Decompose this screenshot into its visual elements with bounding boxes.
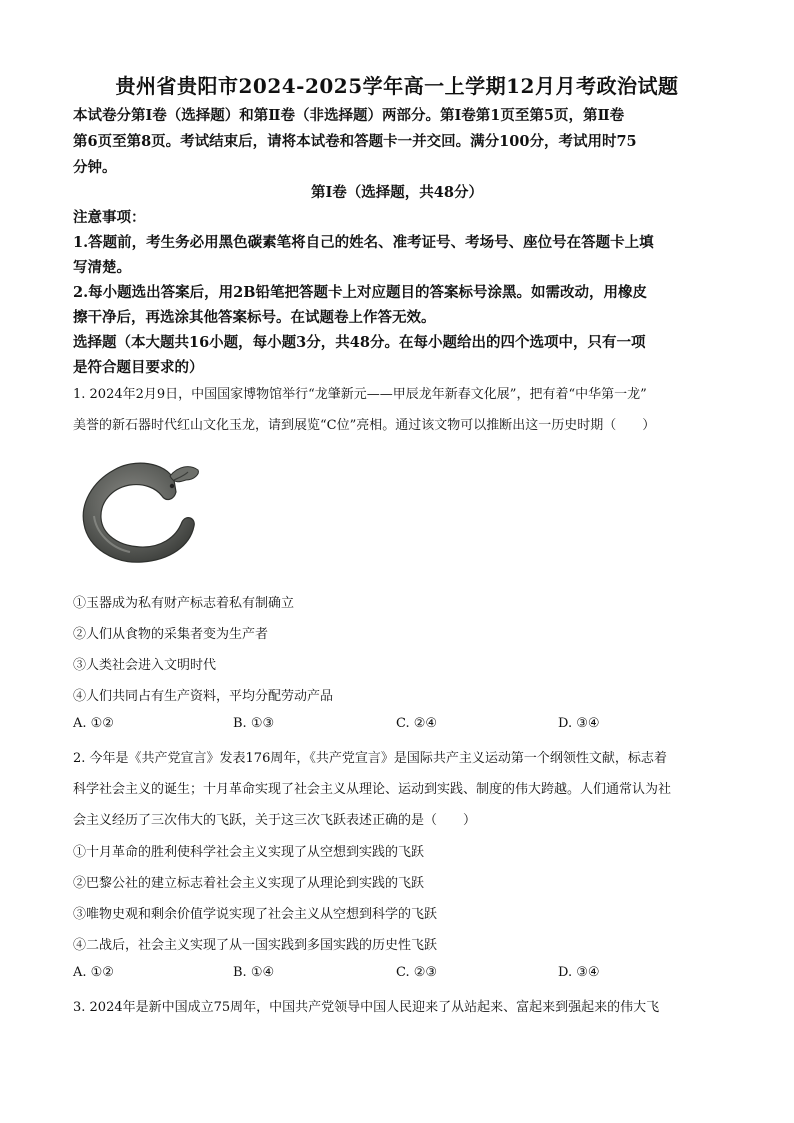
q2-statement-1: ①十月革命的胜利使科学社会主义实现了从空想到实践的飞跃 xyxy=(73,845,425,860)
q1-option-b: B. ①③ xyxy=(233,716,275,731)
q2-option-c: C. ②③ xyxy=(396,965,438,980)
notice-title: 注意事项： xyxy=(73,209,146,226)
q1-stem-line-2: 美誉的新石器时代红山文化玉龙，请到展览“C位”亮相。通过该文物可以推断出这一历史时期（ ） xyxy=(73,418,656,433)
exam-title: 贵州省贵阳市2024-2025学年高一上学期12月月考政治试题 xyxy=(115,74,679,98)
intro-line-3: 分钟。 xyxy=(73,159,117,176)
q2-statement-2: ②巴黎公社的建立标志着社会主义实现了从理论到实践的飞跃 xyxy=(73,876,425,891)
intro-line-1: 本试卷分第Ⅰ卷（选择题）和第Ⅱ卷（非选择题）两部分。第Ⅰ卷第1页至第5页，第Ⅱ卷 xyxy=(73,107,625,124)
notice-line-1: 1.答题前，考生务必用黑色碳素笔将自己的姓名、准考证号、考场号、座位号在答题卡上填 xyxy=(73,234,654,251)
q2-stem-line-2: 科学社会主义的诞生；十月革命实现了社会主义从理论、运动到实践、制度的伟大跨越。人们通常认为社 xyxy=(73,782,672,797)
q3-stem-line-1: 3. 2024年是新中国成立75周年，中国共产党领导中国人民迎来了从站起来、富起来到强起来的伟大飞 xyxy=(73,1000,660,1015)
q2-statement-4: ④二战后，社会主义实现了从一国实践到多国实践的历史性飞跃 xyxy=(73,938,438,953)
q1-option-d: D. ③④ xyxy=(558,716,600,731)
q1-statement-3: ③人类社会进入文明时代 xyxy=(73,658,217,673)
notice-line-2: 写清楚。 xyxy=(73,259,131,276)
q2-option-b: B. ①④ xyxy=(233,965,275,980)
q1-statement-1: ①玉器成为私有财产标志着私有制确立 xyxy=(73,596,295,611)
section-title: 第Ⅰ卷（选择题，共48分） xyxy=(311,184,483,201)
q2-stem-line-1: 2. 今年是《共产党宣言》发表176周年，《共产党宣言》是国际共产主义运动第一个纲领性文献，标志着 xyxy=(73,751,667,766)
intro-line-2: 第6页至第8页。考试结束后，请将本试卷和答题卡一并交回。满分100分，考试用时75 xyxy=(73,133,637,150)
q2-stem-line-3: 会主义经历了三次伟大的飞跃，关于这三次飞跃表述正确的是（ ） xyxy=(73,813,477,828)
q1-statement-4: ④人们共同占有生产资料，平均分配劳动产品 xyxy=(73,689,334,704)
q1-stem-line-1: 1. 2024年2月9日，中国国家博物馆举行“龙肇新元——甲辰龙年新春文化展”，把有着“中华第一龙” xyxy=(73,387,647,402)
mc-instructions-line-2: 是符合题目要求的） xyxy=(73,359,204,376)
q1-option-a: A. ①② xyxy=(73,716,114,731)
q1-option-c: C. ②④ xyxy=(396,716,438,731)
jade-dragon-icon xyxy=(74,452,204,572)
q1-statement-2: ②人们从食物的采集者变为生产者 xyxy=(73,627,269,642)
q2-option-d: D. ③④ xyxy=(558,965,600,980)
q2-option-a: A. ①② xyxy=(73,965,114,980)
mc-instructions-line-1: 选择题（本大题共16小题，每小题3分，共48分。在每小题给出的四个选项中，只有一项 xyxy=(73,334,646,351)
notice-line-4: 擦干净后，再选涂其他答案标号。在试题卷上作答无效。 xyxy=(73,309,436,326)
q2-statement-3: ③唯物史观和剩余价值学说实现了社会主义从空想到科学的飞跃 xyxy=(73,907,438,922)
notice-line-3: 2.每小题选出答案后，用2B铅笔把答题卡上对应题目的答案标号涂黑。如需改动，用橡皮 xyxy=(73,284,647,301)
